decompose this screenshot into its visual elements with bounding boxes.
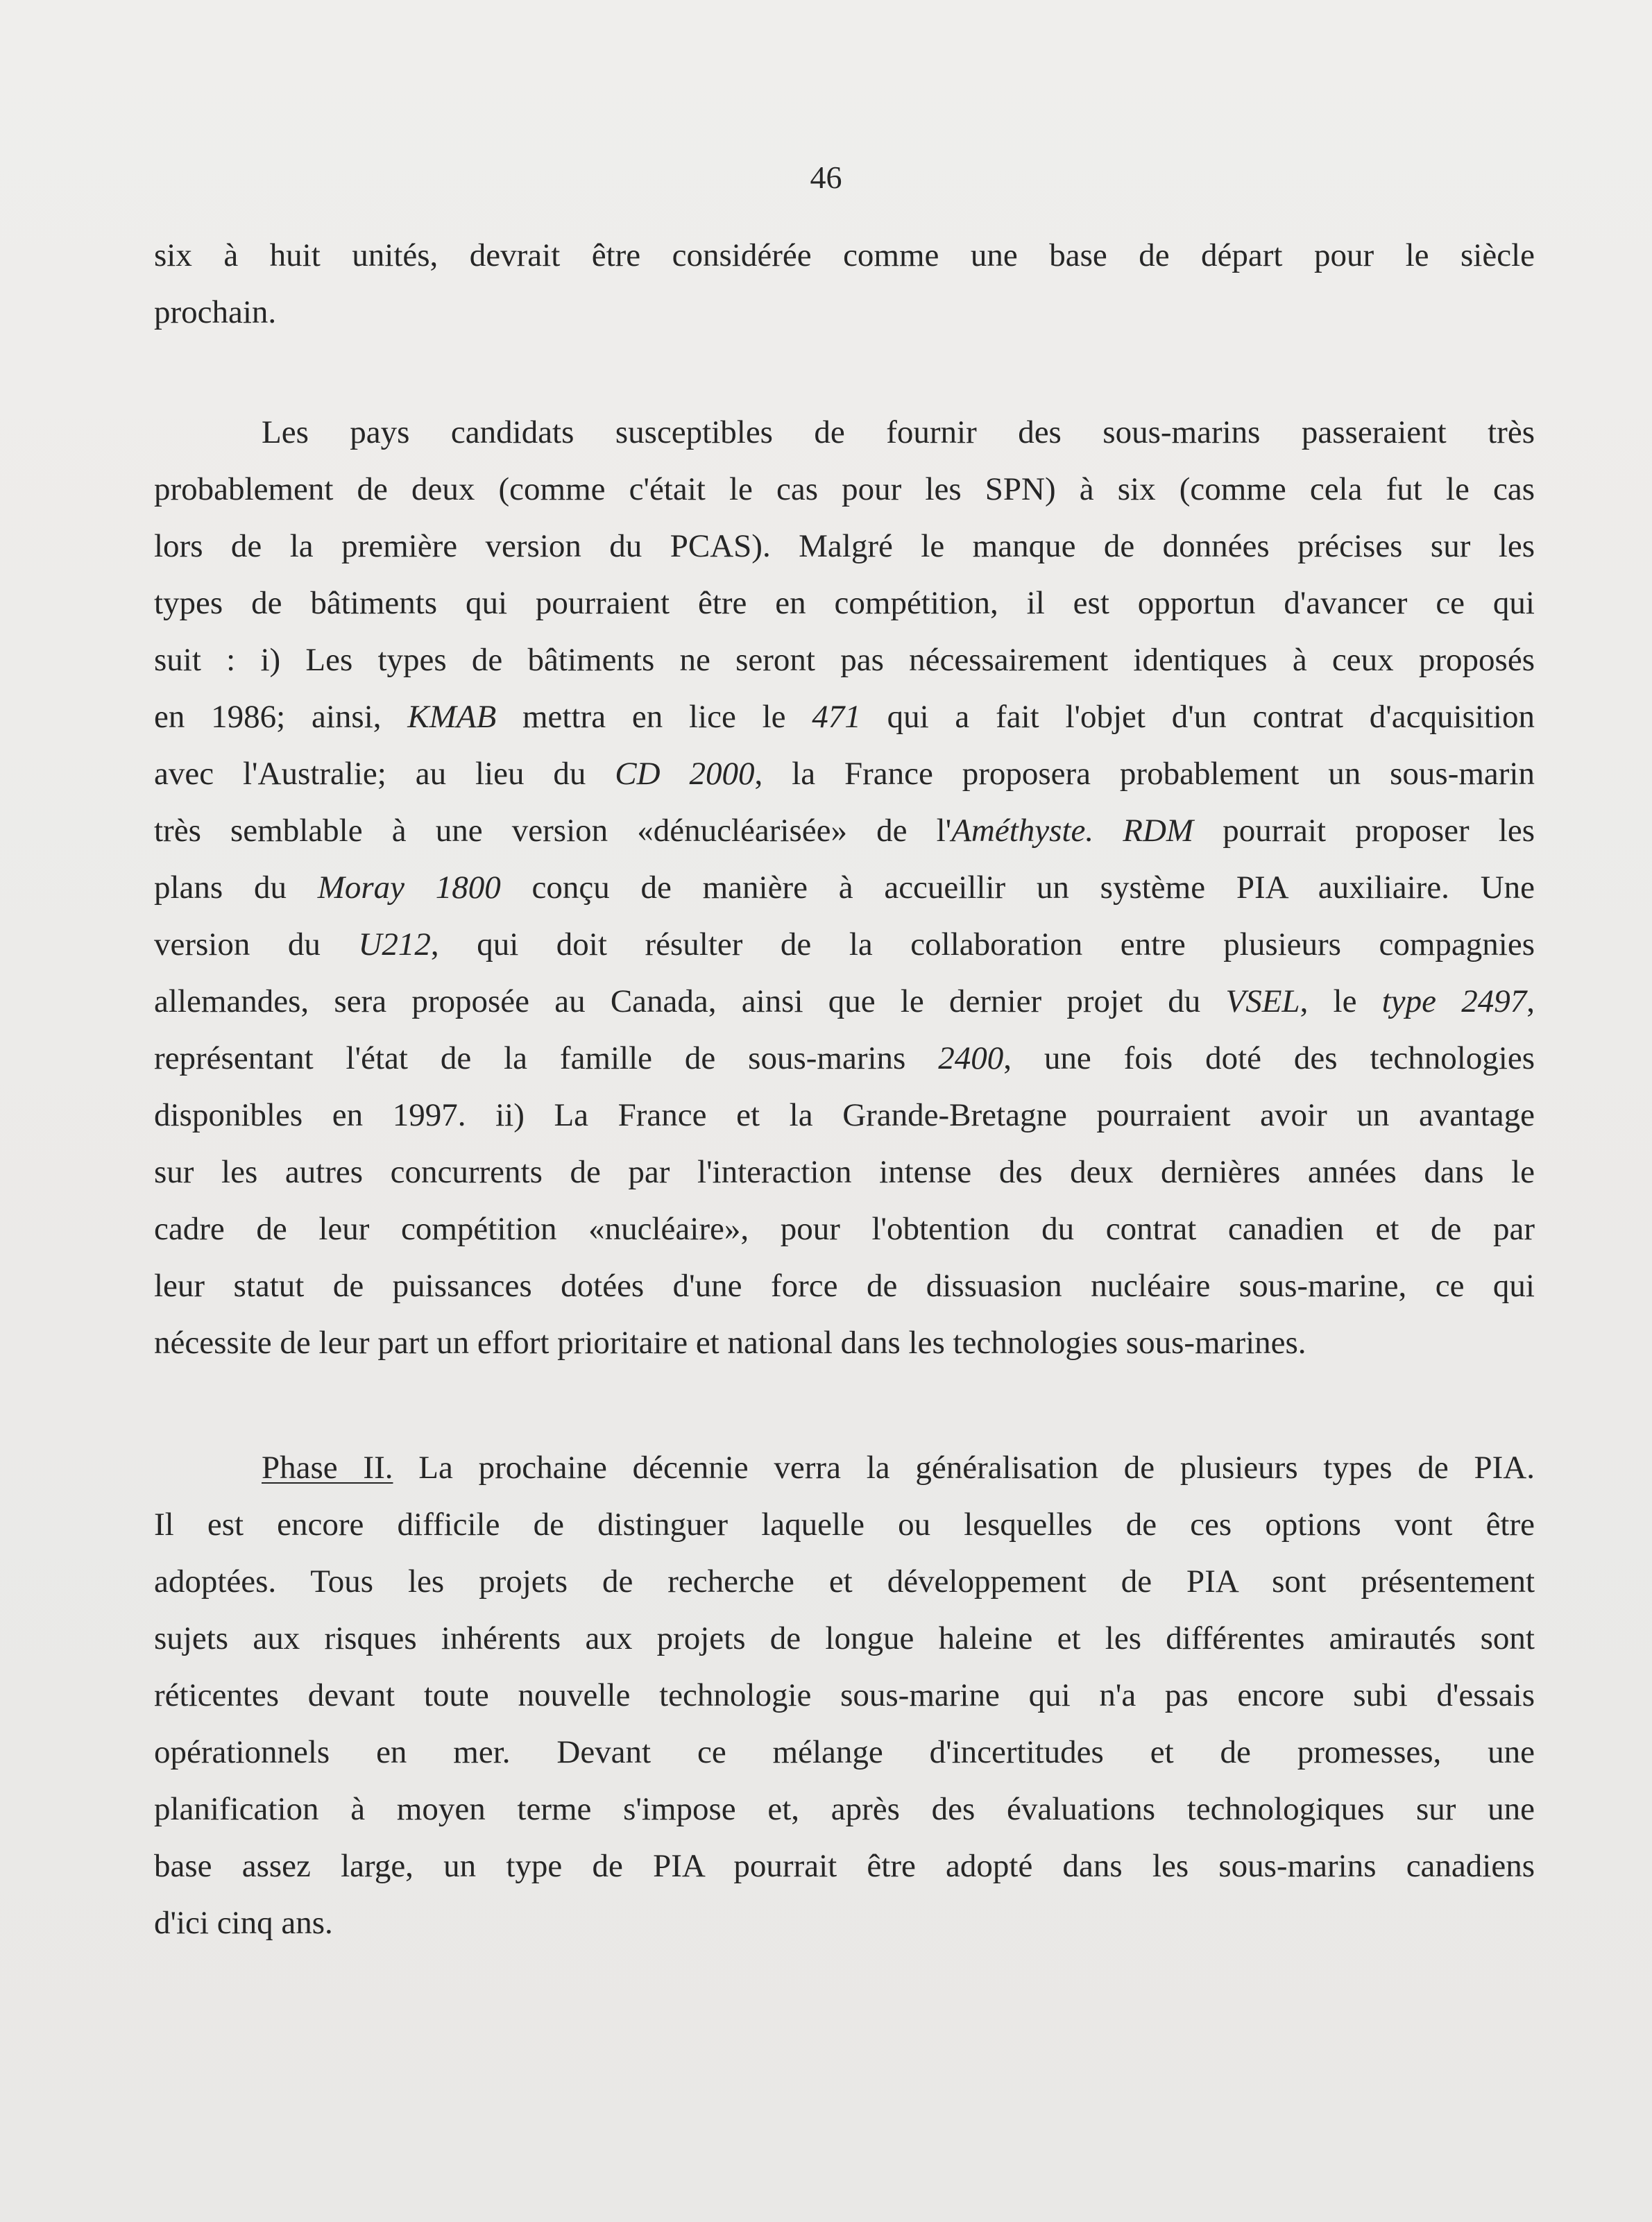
- text-run: , la France proposera probablement un sous-marin: [754, 756, 1535, 792]
- text-run: représentant l'état de la famille de sous-marins: [154, 1040, 939, 1076]
- text-run: très semblable à une version «dénucléarisée» de l': [154, 813, 952, 849]
- text-line: sujets aux risques inhérents aux projets de longue haleine et les différentes amirautés sont: [154, 1620, 1535, 1656]
- text-line: prochain.: [154, 294, 277, 330]
- text-run: Les pays candidats susceptibles de fournir des sous-marins passeraient très: [262, 414, 1535, 450]
- text-line: lors de la première version du PCAS). Malgré le manque de données précises sur les: [154, 528, 1535, 564]
- italic-term: VSEL: [1225, 983, 1300, 1019]
- text-line: sur les autres concurrents de par l'interaction intense des deux dernières années dans le: [154, 1154, 1535, 1190]
- text-line: [154, 916, 1535, 973]
- page-number: 46: [810, 160, 842, 195]
- text-run: , le: [1300, 983, 1382, 1019]
- italic-term: KMAB: [407, 699, 497, 735]
- text-line: adoptées. Tous les projets de recherche et développement de PIA sont présentement: [154, 1563, 1535, 1600]
- text-run: qui a fait l'objet d'un contrat d'acquisition: [860, 699, 1535, 735]
- text-run: avec l'Australie; au lieu du: [154, 756, 615, 792]
- italic-term: CD 2000: [615, 756, 755, 792]
- text-line: opérationnels en mer. Devant ce mélange d'incertitudes et de promesses, une: [154, 1734, 1535, 1770]
- text-line: [154, 1030, 1535, 1087]
- text-run: allemandes, sera proposée au Canada, ainsi que le dernier projet du: [154, 983, 1226, 1019]
- text-run: La prochaine décennie verra la généralisation de plusieurs types de PIA.: [393, 1450, 1535, 1486]
- text-run: mettra en lice le: [496, 699, 812, 735]
- text-run: ,: [1526, 983, 1535, 1019]
- text-line: probablement de deux (comme c'était le cas pour les SPN) à six (comme cela fut le cas: [154, 471, 1535, 507]
- text-line: [154, 802, 1535, 859]
- text-run: , qui doit résulter de la collaboration entre plusieurs compagnies: [430, 926, 1535, 962]
- text-run: , une fois doté des technologies: [1003, 1040, 1535, 1076]
- text-line: [154, 745, 1535, 802]
- text-line: nécessite de leur part un effort prioritaire et national dans les technologies sous-marines.: [154, 1325, 1306, 1361]
- paragraph-candidates: [154, 404, 1535, 1371]
- italic-term: U212: [358, 926, 431, 962]
- text-line: [154, 973, 1535, 1030]
- italic-term: 2400: [938, 1040, 1004, 1076]
- text-line: base assez large, un type de PIA pourrait être adopté dans les sous-marins canadiens: [154, 1848, 1535, 1884]
- text-line: [154, 1439, 1535, 1496]
- text-line: disponibles en 1997. ii) La France et la Grande-Bretagne pourraient avoir un avantage: [154, 1097, 1535, 1133]
- text-line: d'ici cinq ans.: [154, 1905, 333, 1941]
- text-line: cadre de leur compétition «nucléaire», pour l'obtention du contrat canadien et de par: [154, 1211, 1535, 1247]
- text-line: six à huit unités, devrait être considérée comme une base de départ pour le siècle: [154, 237, 1535, 273]
- italic-term: Moray 1800: [317, 870, 501, 906]
- text-line: [154, 404, 1535, 461]
- text-line: réticentes devant toute nouvelle technologie sous-marine qui n'a pas encore subi d'essais: [154, 1677, 1535, 1713]
- text-run: pourrait proposer les: [1193, 813, 1535, 849]
- text-line: Il est encore difficile de distinguer laquelle ou lesquelles de ces options vont être: [154, 1507, 1535, 1543]
- text-run: conçu de manière à accueillir un système PIA auxiliaire. Une: [500, 870, 1535, 906]
- text-line: types de bâtiments qui pourraient être en compétition, il est opportun d'avancer ce qui: [154, 585, 1535, 621]
- paragraph-phase-two: [154, 1439, 1535, 1951]
- text-line: suit : i) Les types de bâtiments ne seront pas nécessairement identiques à ceux proposés: [154, 642, 1535, 678]
- text-run: plans du: [154, 870, 318, 906]
- italic-term: 471: [812, 699, 861, 735]
- text-run: version du: [154, 926, 359, 962]
- italic-term: type 2497: [1381, 983, 1527, 1019]
- text-line: [154, 859, 1535, 916]
- text-line: planification à moyen terme s'impose et, après des évaluations technologiques sur une: [154, 1791, 1535, 1827]
- text-run: en 1986; ainsi,: [154, 699, 408, 735]
- paragraph-continuation: [154, 227, 1535, 341]
- text-line: leur statut de puissances dotées d'une force de dissuasion nucléaire sous-marine, ce qui: [154, 1268, 1535, 1304]
- italic-term: Améthyste.: [951, 813, 1094, 849]
- section-heading: Phase II.: [262, 1450, 393, 1486]
- text-run: [1093, 813, 1123, 849]
- italic-term: RDM: [1123, 813, 1194, 849]
- text-line: [154, 688, 1535, 745]
